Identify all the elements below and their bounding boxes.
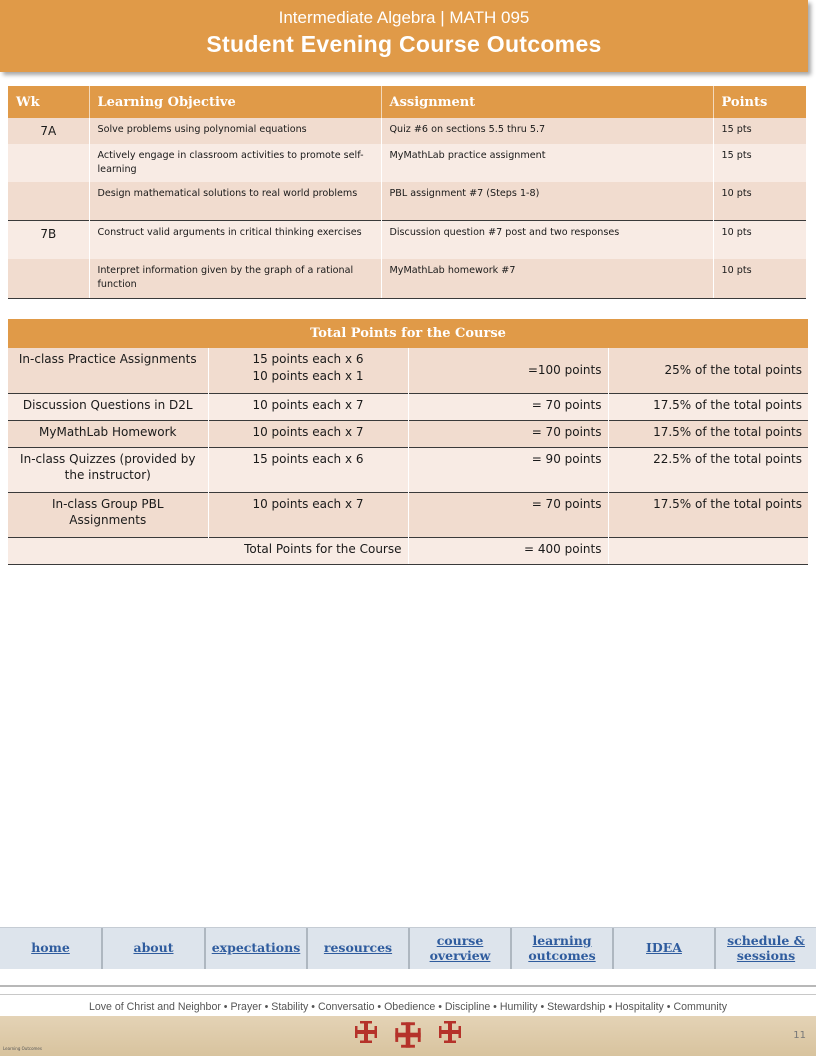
nav-link-schedule-sessions[interactable]: schedule & sessions xyxy=(727,933,805,963)
assignment-cell: MyMathLab practice assignment xyxy=(381,144,713,182)
objective-cell: Actively engage in classroom activities to promote self-learning xyxy=(89,144,381,182)
footer-tiny-label: Learning Outcomes xyxy=(3,1046,42,1051)
total-label: Total Points for the Course xyxy=(8,537,408,564)
empty-cell xyxy=(608,537,808,564)
wk-cell: 7B xyxy=(8,220,89,259)
wk-cell xyxy=(8,259,89,298)
percent-cell: 25% of the total points xyxy=(608,348,808,393)
table-row xyxy=(8,182,806,220)
cross-icon xyxy=(393,1019,423,1051)
percent-cell: 17.5% of the total points xyxy=(608,492,808,537)
nav-link-expectations[interactable]: expectations xyxy=(206,928,308,969)
table-row xyxy=(8,348,808,393)
table-row xyxy=(8,420,808,447)
points-cell: 10 pts xyxy=(713,259,806,298)
rate-cell xyxy=(208,348,408,393)
points-cell: 10 pts xyxy=(713,182,806,220)
percent-cell: 17.5% of the total points xyxy=(608,393,808,420)
assignment-cell: Discussion question #7 post and two responses xyxy=(381,220,713,259)
nav-link-learning-outcomes[interactable]: learning outcomes xyxy=(512,928,614,969)
assignment-cell: PBL assignment #7 (Steps 1-8) xyxy=(381,182,713,220)
rate-cell: 10 points each x 7 xyxy=(208,393,408,420)
nav-link-idea[interactable]: IDEA xyxy=(614,928,716,969)
wk-cell xyxy=(8,182,89,220)
item-cell: In-class Group PBL Assignments xyxy=(8,492,208,537)
wk-cell xyxy=(8,144,89,182)
total-points-header: Total Points for the Course xyxy=(8,319,808,348)
points-cell: =100 points xyxy=(408,348,608,393)
course-name: Intermediate Algebra | MATH 095 xyxy=(278,8,530,27)
total-row xyxy=(8,537,808,564)
rate-line: 15 points each x 6 xyxy=(252,352,364,366)
table-row xyxy=(8,220,806,259)
objective-cell: Solve problems using polynomial equations xyxy=(89,118,381,144)
column-header-objective: Learning Objective xyxy=(89,86,381,118)
item-cell: Discussion Questions in D2L xyxy=(8,393,208,420)
total-points-table xyxy=(8,319,808,565)
points-cell: = 70 points xyxy=(408,393,608,420)
percent-cell: 22.5% of the total points xyxy=(608,447,808,492)
assignment-cell: MyMathLab homework #7 xyxy=(381,259,713,298)
table-header-row xyxy=(8,86,806,118)
points-cell: 10 pts xyxy=(713,220,806,259)
nav-link-resources[interactable]: resources xyxy=(308,928,410,969)
values-motto: Love of Christ and Neighbor • Prayer • Stability • Conversatio • Obedience • Discipline • Humility • Stewardship • Hospitality • Community xyxy=(88,1001,728,1013)
table-row xyxy=(8,118,806,144)
weekly-outcomes-table xyxy=(8,86,806,299)
assignment-cell: Quiz #6 on sections 5.5 thru 5.7 xyxy=(381,118,713,144)
column-header-assignment: Assignment xyxy=(381,86,713,118)
footer-navigation xyxy=(0,927,816,969)
objective-cell: Interpret information given by the graph of a rational function xyxy=(89,259,381,298)
table-row xyxy=(8,259,806,298)
rate-cell: 10 points each x 7 xyxy=(208,420,408,447)
divider xyxy=(0,994,816,995)
header-banner xyxy=(0,0,808,72)
page-title: Student Evening Course Outcomes xyxy=(206,31,602,57)
nav-link-course-overview[interactable]: course overview xyxy=(410,928,512,969)
percent-cell: 17.5% of the total points xyxy=(608,420,808,447)
total-points: = 400 points xyxy=(408,537,608,564)
points-cell: 15 pts xyxy=(713,144,806,182)
table-row xyxy=(8,144,806,182)
points-cell: = 70 points xyxy=(408,420,608,447)
objective-cell: Design mathematical solutions to real world problems xyxy=(89,182,381,220)
points-cell: 15 pts xyxy=(713,118,806,144)
cross-icon xyxy=(353,1019,379,1045)
points-cell: = 90 points xyxy=(408,447,608,492)
nav-link-about[interactable]: about xyxy=(103,928,206,969)
cross-logo xyxy=(0,1019,816,1051)
table-row xyxy=(8,447,808,492)
column-header-points: Points xyxy=(713,86,806,118)
cross-icon xyxy=(437,1019,463,1045)
item-cell: MyMathLab Homework xyxy=(8,420,208,447)
points-cell: = 70 points xyxy=(408,492,608,537)
rate-line: 10 points each x 1 xyxy=(252,368,364,383)
rate-cell: 10 points each x 7 xyxy=(208,492,408,537)
objective-cell: Construct valid arguments in critical thinking exercises xyxy=(89,220,381,259)
table-row xyxy=(8,393,808,420)
wk-cell: 7A xyxy=(8,118,89,144)
rate-cell: 15 points each x 6 xyxy=(208,447,408,492)
item-cell: In-class Practice Assignments xyxy=(8,348,208,393)
table-row xyxy=(8,492,808,537)
page-number: 11 xyxy=(793,1030,806,1041)
item-cell: In-class Quizzes (provided by the instructor) xyxy=(8,447,208,492)
column-header-wk: Wk xyxy=(8,86,89,118)
nav-link-home[interactable]: home xyxy=(0,928,103,969)
divider xyxy=(0,985,816,987)
